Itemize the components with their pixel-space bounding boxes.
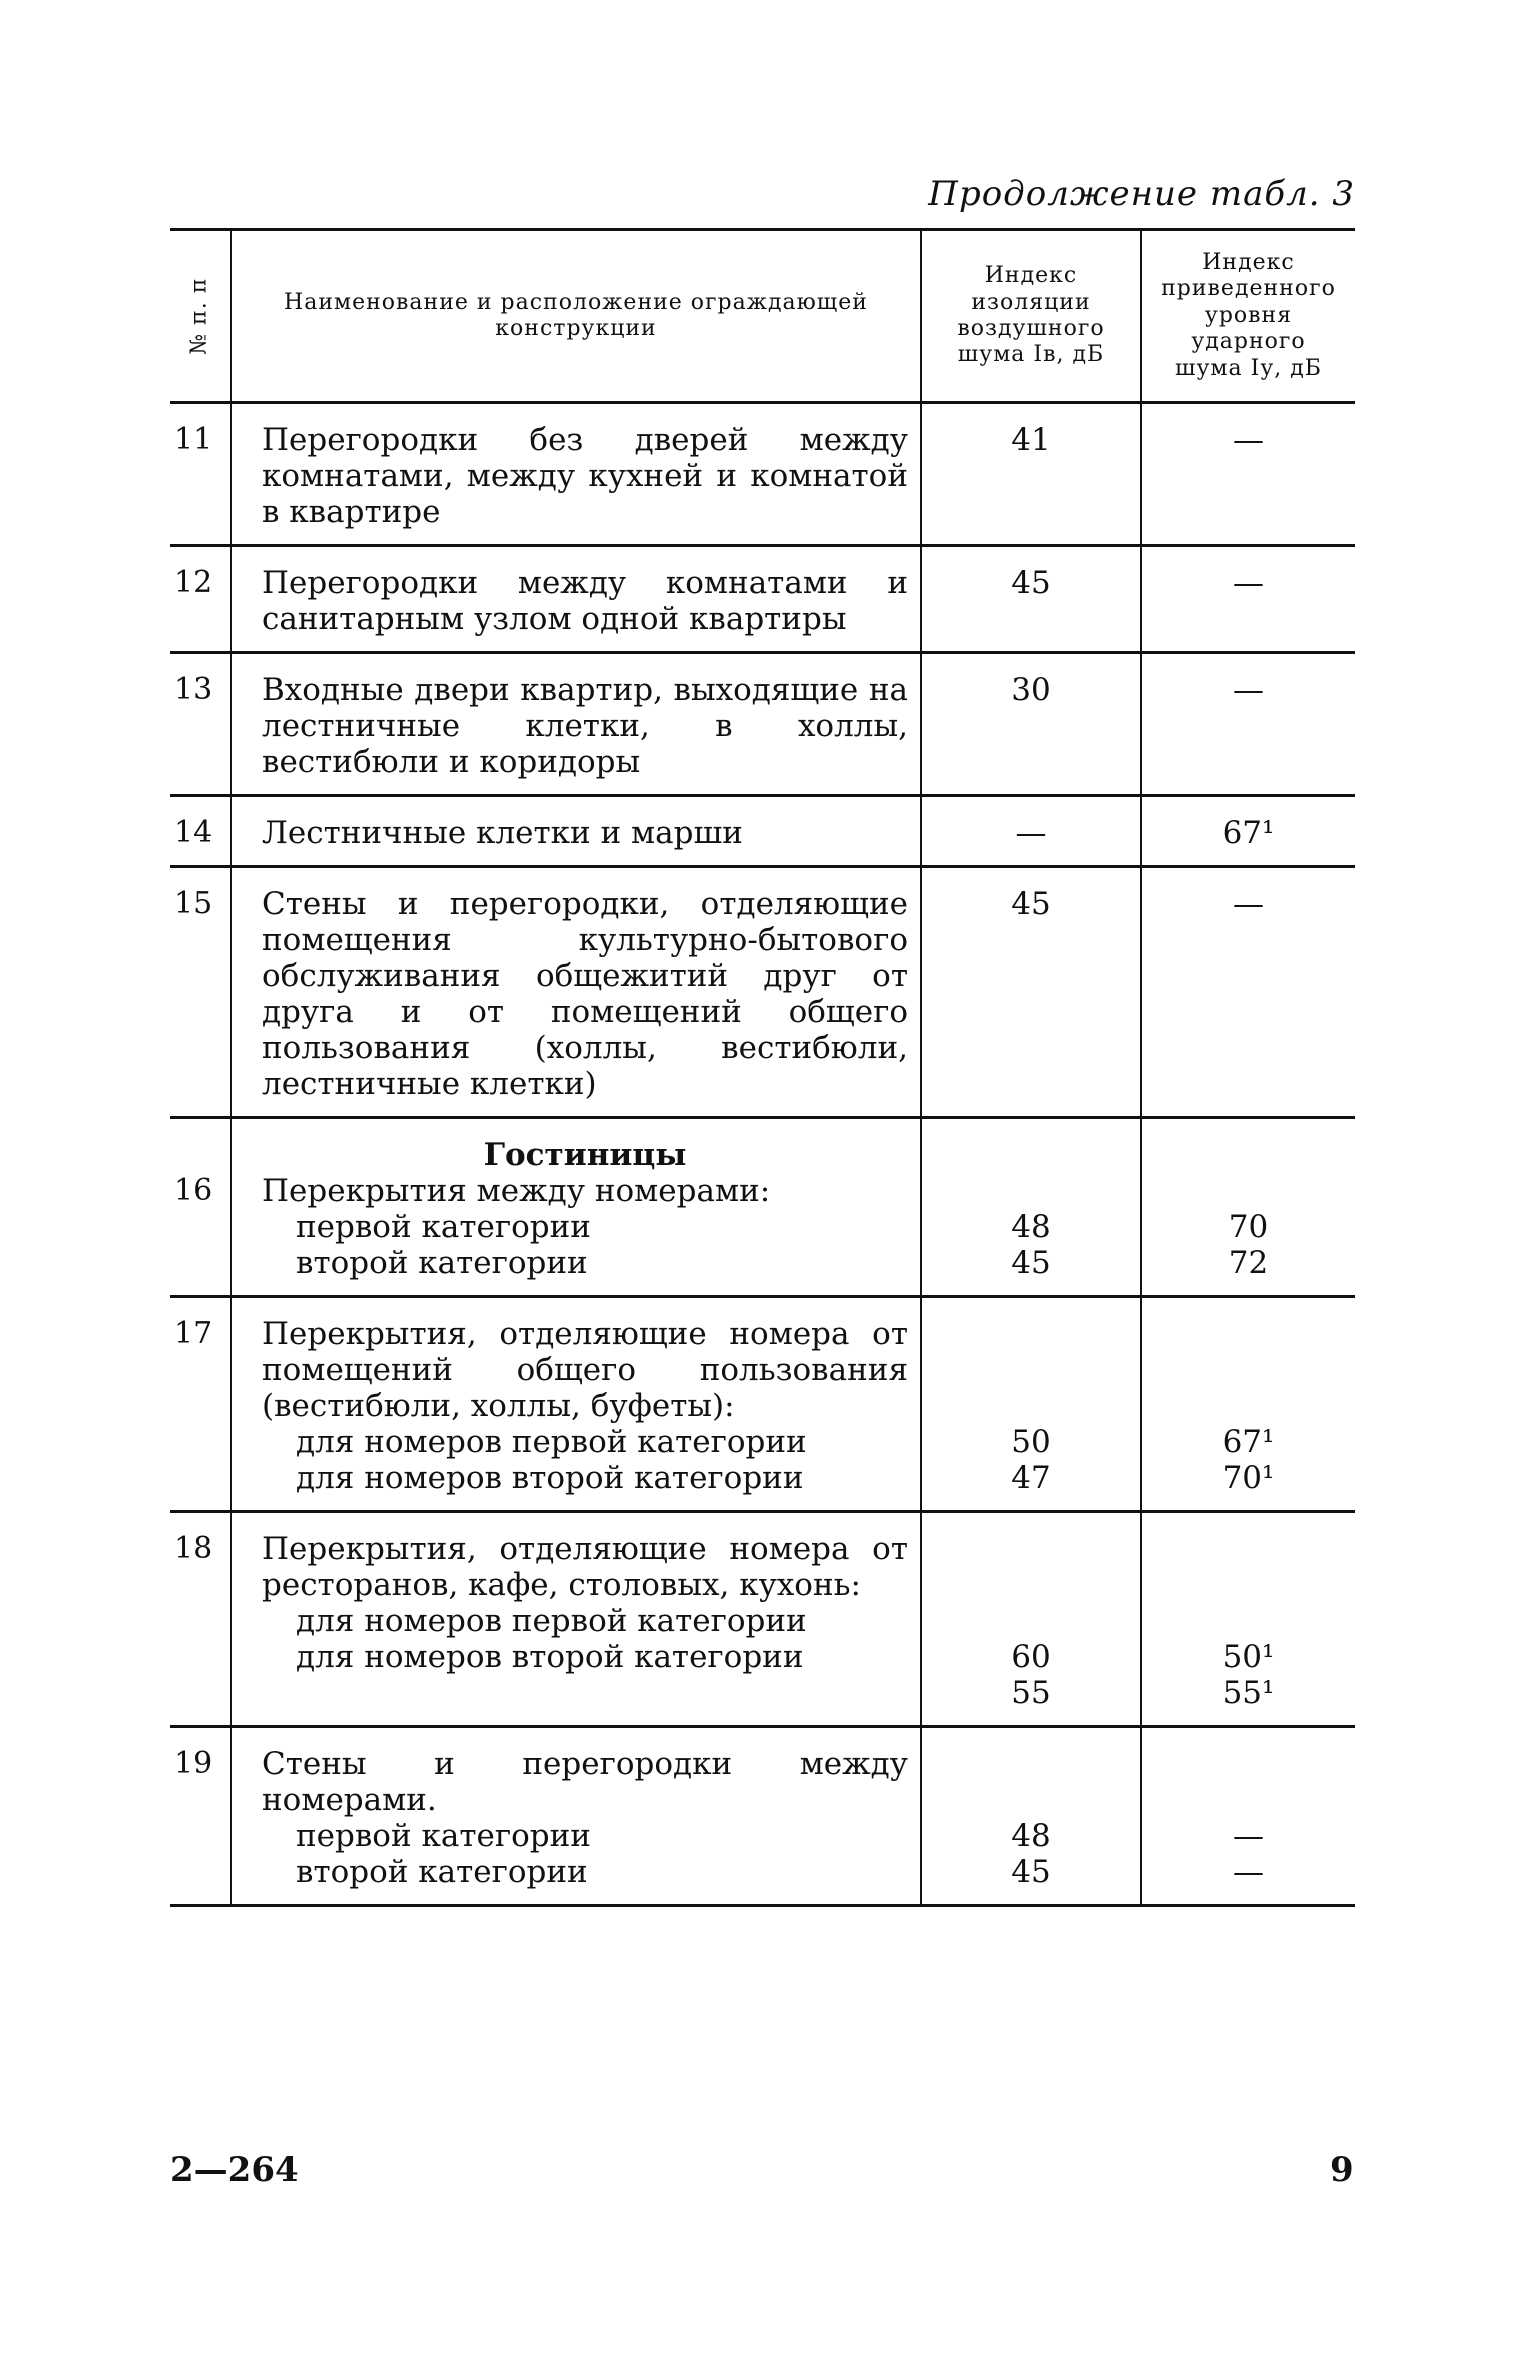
- air-value: 41: [1011, 422, 1051, 458]
- row-air-index: [920, 797, 1140, 865]
- table-row: [170, 1119, 1355, 1298]
- spacer: [1142, 1746, 1355, 1782]
- row-number: 12: [174, 565, 213, 600]
- impact-value: 67¹: [1222, 815, 1275, 851]
- spacer: [922, 1603, 1140, 1639]
- air-value: 47: [1011, 1460, 1051, 1496]
- row-number: [170, 1119, 230, 1295]
- row-name-text: Лестничные клетки и марши: [262, 815, 743, 851]
- sub-item-text: первой категории: [296, 1209, 591, 1245]
- row-air-index: [920, 547, 1140, 651]
- air-value: 45: [1011, 565, 1051, 601]
- spacer: [1142, 1531, 1355, 1567]
- spacer: [1142, 1137, 1355, 1173]
- row-name: [230, 868, 920, 1116]
- row-number-text: 19: [174, 1746, 213, 1781]
- row-name: [230, 547, 920, 651]
- spacer: [1142, 1782, 1355, 1818]
- impact-value: 50¹: [1222, 1639, 1275, 1675]
- row-number: 11: [174, 422, 213, 457]
- spacer: [1142, 1567, 1355, 1603]
- air-value: 48: [1011, 1209, 1051, 1245]
- row-number-text: 18: [174, 1531, 213, 1566]
- impact-value: —: [1233, 1854, 1264, 1890]
- header-name: Наименование и расположение ограждающей конструкции: [230, 231, 920, 401]
- spacer: [922, 1531, 1140, 1567]
- sub-item-text: второй категории: [296, 1854, 588, 1890]
- spacer: [922, 1567, 1140, 1603]
- noise-table: [170, 228, 1355, 1907]
- impact-value: —: [1233, 565, 1264, 601]
- row-number: 13: [174, 672, 213, 707]
- row-number: [170, 1298, 230, 1510]
- row-impact-index: [1140, 1298, 1355, 1510]
- header-num-text: № п. п: [186, 277, 212, 355]
- row-air-index: [920, 1513, 1140, 1725]
- row-name-text: Стены и перегородки между номерами.: [262, 1746, 908, 1818]
- air-value: 55: [1011, 1675, 1051, 1711]
- row-air-index: [920, 1298, 1140, 1510]
- row-name-text: Входные двери квартир, выходящие на лестничные клетки, в холлы, вестибюли и коридоры: [262, 672, 908, 780]
- header-air: Индекс изоляции воздушного шума Iв, дБ: [920, 231, 1140, 401]
- row-impact-index: [1140, 654, 1355, 794]
- row-name-text: Перекрытия, отделяющие номера от помещений общего пользования (вестибюли, холлы, буфеты):: [262, 1316, 908, 1424]
- sub-item-text: для номеров первой категории: [296, 1424, 807, 1460]
- row-name: [230, 654, 920, 794]
- air-value: 45: [1011, 1854, 1051, 1890]
- spacer: [1142, 1388, 1355, 1424]
- spacer: [922, 1316, 1140, 1352]
- table-caption: Продолжение табл. 3: [928, 174, 1355, 214]
- spacer: [1142, 1316, 1355, 1352]
- row-impact-index: [1140, 868, 1355, 1116]
- row-air-index: [920, 1728, 1140, 1904]
- row-impact-index: [1140, 1513, 1355, 1725]
- spacer: [1142, 1603, 1355, 1639]
- table-row: [170, 797, 1355, 868]
- air-value: 45: [1011, 886, 1051, 922]
- row-number-text: 17: [174, 1316, 213, 1351]
- section-title: Гостиницы: [483, 1137, 687, 1173]
- sub-item-text: для номеров второй категории: [296, 1639, 804, 1675]
- sub-item-text: для номеров первой категории: [296, 1603, 807, 1639]
- impact-value: —: [1233, 886, 1264, 922]
- spacer: [922, 1388, 1140, 1424]
- row-name: [230, 1298, 920, 1510]
- sub-item-text: первой категории: [296, 1818, 591, 1854]
- row-impact-index: [1140, 404, 1355, 544]
- impact-value: —: [1233, 1818, 1264, 1854]
- table-row: [170, 868, 1355, 1119]
- row-name: [230, 404, 920, 544]
- impact-value: 70¹: [1222, 1460, 1275, 1496]
- sub-item-text: для номеров второй категории: [296, 1460, 804, 1496]
- air-value: 48: [1011, 1818, 1051, 1854]
- impact-value: 55¹: [1222, 1675, 1275, 1711]
- impact-value: 72: [1228, 1245, 1269, 1281]
- row-air-index: [920, 404, 1140, 544]
- row-impact-index: [1140, 1728, 1355, 1904]
- row-impact-index: [1140, 547, 1355, 651]
- row-air-index: [920, 654, 1140, 794]
- row-name: [230, 1119, 920, 1295]
- row-name-text: Перегородки без дверей между комнатами, между кухней и комнатой в квартире: [262, 422, 908, 530]
- impact-value: —: [1233, 422, 1264, 458]
- table-row: [170, 1513, 1355, 1728]
- row-number: 15: [174, 886, 213, 921]
- row-number: [170, 1513, 230, 1725]
- table-header: [170, 228, 1355, 404]
- page-number: 9: [1330, 2150, 1354, 2190]
- impact-value: —: [1233, 672, 1264, 708]
- spacer: [922, 1173, 1140, 1209]
- row-number: 14: [174, 815, 213, 850]
- air-value: 50: [1011, 1424, 1051, 1460]
- spacer: [922, 1746, 1140, 1782]
- air-value: 45: [1011, 1245, 1051, 1281]
- table-row: [170, 1298, 1355, 1513]
- row-number: [170, 1728, 230, 1904]
- row-name-text: Перегородки между комнатами и санитарным узлом одной квартиры: [262, 565, 908, 637]
- sub-item-text: второй категории: [296, 1245, 588, 1281]
- row-impact-index: [1140, 797, 1355, 865]
- impact-value: 67¹: [1222, 1424, 1275, 1460]
- spacer: [922, 1137, 1140, 1173]
- air-value: —: [1015, 815, 1047, 851]
- row-number-text: 16: [174, 1173, 213, 1208]
- impact-value: 70: [1228, 1209, 1269, 1245]
- table-body: [170, 404, 1355, 1907]
- spacer: [1142, 1173, 1355, 1209]
- header-num: [170, 231, 230, 401]
- row-name-text: Перекрытия между номерами:: [262, 1173, 771, 1209]
- air-value: 30: [1011, 672, 1051, 708]
- table-row: [170, 404, 1355, 547]
- row-air-index: [920, 868, 1140, 1116]
- row-impact-index: [1140, 1119, 1355, 1295]
- spacer: [922, 1782, 1140, 1818]
- spacer: [174, 1137, 230, 1173]
- row-name: [230, 1513, 920, 1725]
- row-name: [230, 1728, 920, 1904]
- row-air-index: [920, 1119, 1140, 1295]
- table-row: [170, 547, 1355, 654]
- air-value: 60: [1011, 1639, 1051, 1675]
- footer-code: 2—264: [170, 2150, 299, 2190]
- table-row: [170, 1728, 1355, 1907]
- row-name-text: Стены и перегородки, отделяющие помещения культурно-бытового обслуживания общежитий друг от друга и от помещений общего пользования (холлы, вестибюли, лестничные клетки): [262, 886, 908, 1102]
- header-impact: Индекс приведенного уровня ударного шума Iу, дБ: [1140, 231, 1355, 401]
- row-name-text: Перекрытия, отделяющие номера от ресторанов, кафе, столовых, кухонь:: [262, 1531, 908, 1603]
- row-name: [230, 797, 920, 865]
- spacer: [922, 1352, 1140, 1388]
- spacer: [1142, 1352, 1355, 1388]
- table-row: [170, 654, 1355, 797]
